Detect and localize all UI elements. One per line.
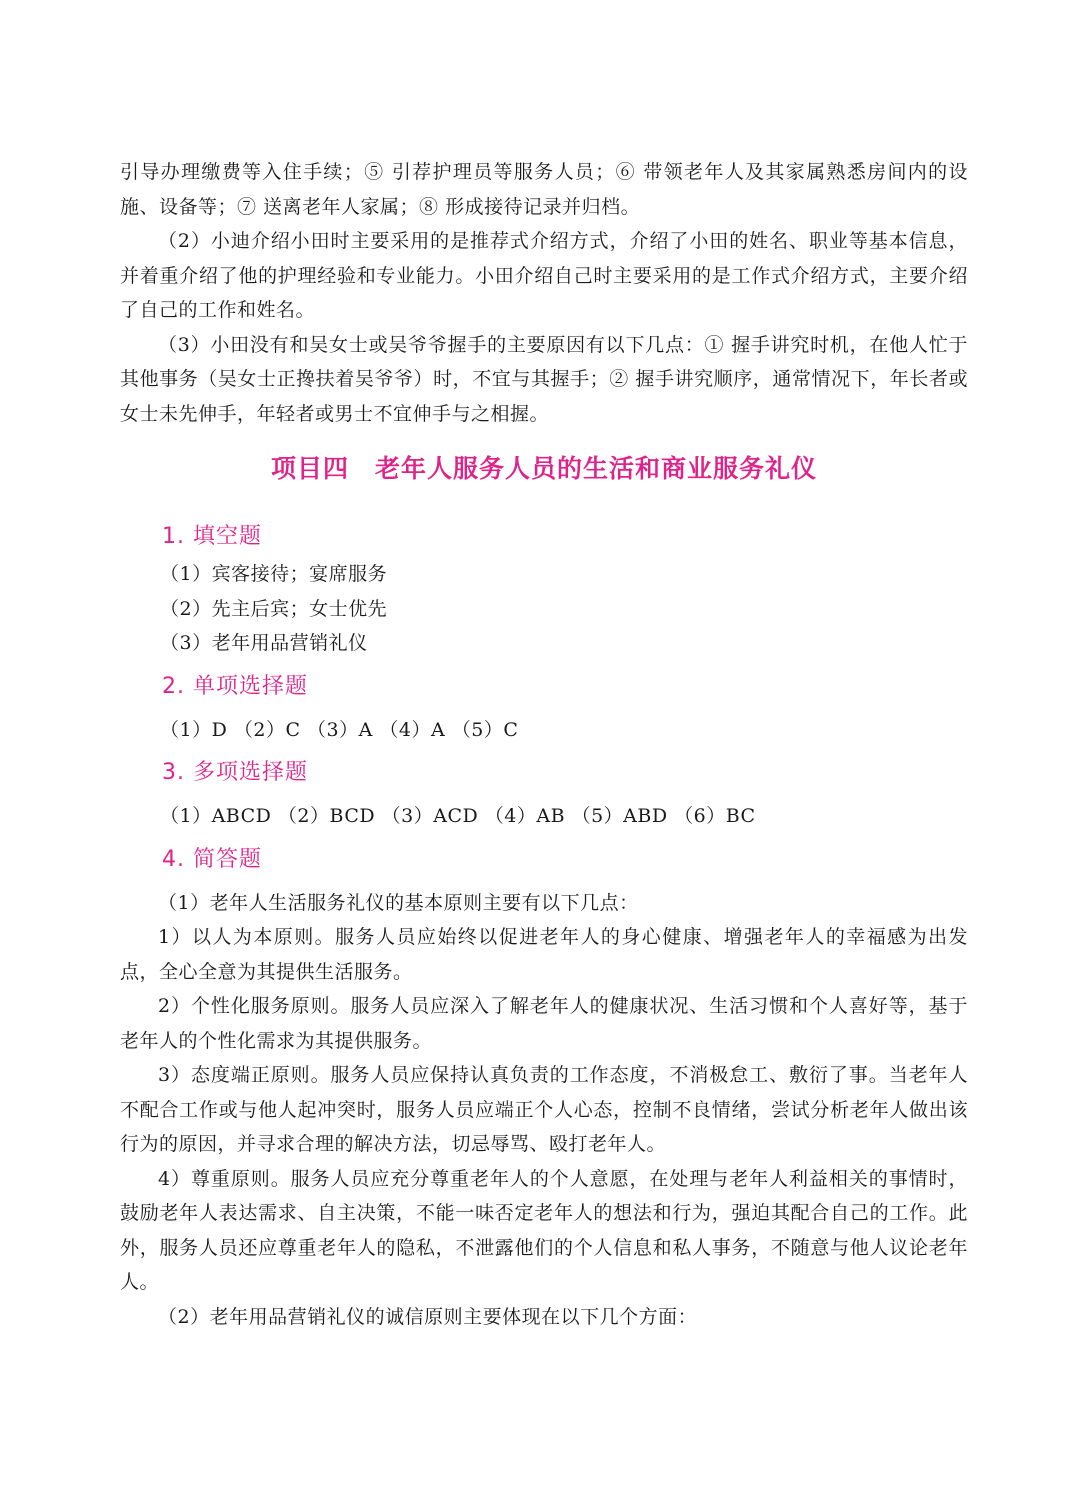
section-heading-short-answer: 4. 简答题 [162, 846, 262, 872]
chapter-title: 项目四 老年人服务人员的生活和商业服务礼仪 [270, 454, 817, 483]
spacer [120, 489, 968, 517]
short-answer-paragraph-5: 4）尊重原则。服务人员应充分尊重老年人的个人意愿，在处理与老年人利益相关的事情时，鼓励老年人表达需求、自主决策，不能一味否定老年人的想法和行为，强迫其配合自己的工作。此外，服务人员还应尊重老年人的隐私，不泄露他们的个人信息和私人事务，不随意与他人议论老年人。 [120, 1167, 968, 1293]
single-choice-answers: （1）D （2）C （3）A （4）A （5）C [160, 718, 519, 741]
intro-paragraph-1: 引导办理缴费等入住手续；⑤ 引荐护理员等服务人员；⑥ 带领老年人及其家属熟悉房间内的设施、设备等；⑦ 送离老年人家属；⑧ 形成接待记录并归档。 [120, 161, 968, 218]
section-heading-fill-blank: 1. 填空题 [162, 524, 262, 549]
short-answer-paragraph-2: 1）以人为本原则。服务人员应始终以促进老年人的身心健康、增强老年人的幸福感为出发点，全心全意为其提供生活服务。 [120, 926, 968, 983]
short-answer-paragraph-6: （2）老年用品营销礼仪的诚信原则主要体现在以下几个方面： [158, 1305, 698, 1328]
short-answer-paragraph-1: （1）老年人生活服务礼仪的基本原则主要有以下几点： [158, 891, 639, 914]
short-answer-paragraph-4: 3）态度端正原则。服务人员应保持认真负责的工作态度，不消极怠工、敷衍了事。当老年人不配合工作或与他人起冲突时，服务人员应端正个人心态，控制不良情绪，尝试分析老年人做出该行为的原因，并寻求合理的解决方法，切忌辱骂、殴打老年人。 [120, 1064, 968, 1155]
section-heading-single-choice: 2. 单项选择题 [162, 673, 308, 699]
fill-blank-answer-1: （1）宾客接待；宴席服务 [160, 563, 388, 585]
multi-choice-answers: （1）ABCD （2）BCD （3）ACD （4）AB （5）ABD （6）BC [160, 805, 756, 827]
page-content [120, 155, 968, 1334]
short-answer-paragraph-3: 2）个性化服务原则。服务人员应深入了解老年人的健康状况、生活习惯和个人喜好等，基于老年人的个性化需求为其提供服务。 [120, 995, 968, 1052]
section-heading-multi-choice: 3. 多项选择题 [162, 760, 308, 785]
fill-blank-answer-2: （2）先主后宾；女士优先 [160, 597, 388, 620]
intro-paragraph-3: （3）小田没有和吴女士或吴爷爷握手的主要原因有以下几点：① 握手讲究时机，在他人忙于其他事务（吴女士正搀扶着吴爷爷）时，不宜与其握手；② 握手讲究顺序，通常情况下，年长者或女士未先伸手，年轻者或男士不宜伸手与之相握。 [120, 333, 968, 425]
fill-blank-answer-3: （3）老年用品营销礼仪 [160, 632, 368, 654]
intro-paragraph-2: （2）小迪介绍小田时主要采用的是推荐式介绍方式，介绍了小田的姓名、职业等基本信息，并着重介绍了他的护理经验和专业能力。小田介绍自己时主要采用的是工作式介绍方式，主要介绍了自己的工作和姓名。 [120, 230, 968, 321]
